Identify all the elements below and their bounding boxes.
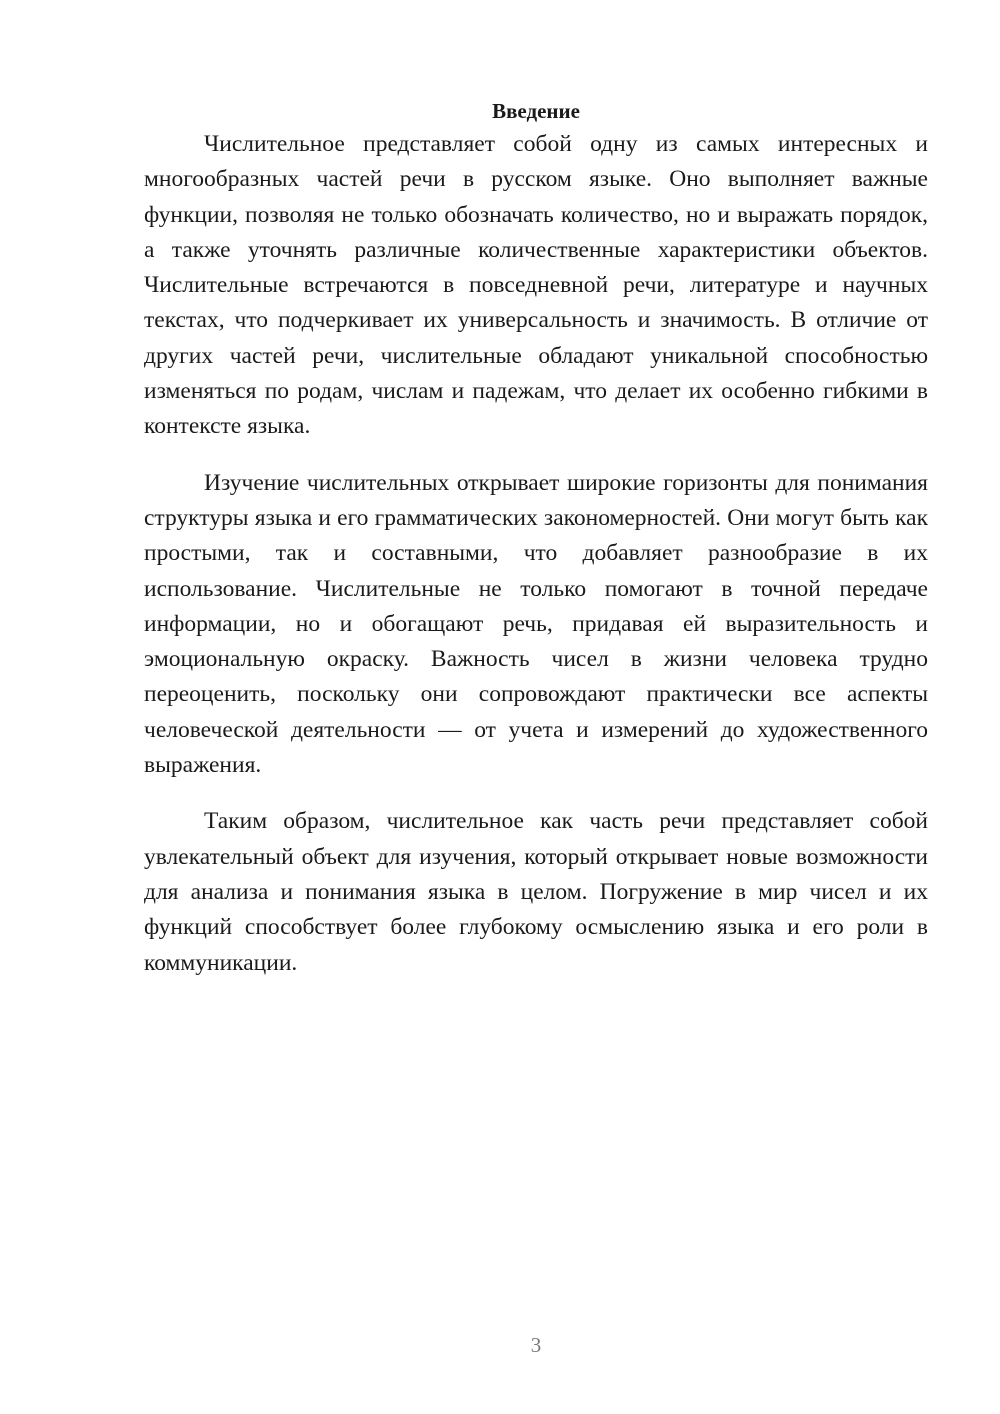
- section-heading: Введение: [492, 99, 580, 123]
- paragraph-2: Изучение числительных открывает широкие горизонты для понимания структуры языка и его грамматических закономерностей. Они могут быть как простыми, так и составными, что добавляет разнообразие в их использование. Числительные не только помогают в точной передаче информации, но и обогащают речь, придавая ей выразительность и эмоциональную окраску. Важность чисел в жизни человека трудно переоценить, поскольку они сопровождают практически все аспекты человеческой деятельности — от учета и измерений до художественного выражения.: [144, 469, 928, 779]
- paragraph-3: Таким образом, числительное как часть речи представляет собой увлекательный объект для изучения, который открывает новые возможности для анализа и понимания языка в целом. Погружение в мир чисел и их функций способствует более глубокому осмыслению языка и его роли в коммуникации.: [144, 808, 928, 976]
- paragraph-1: Числительное представляет собой одну из самых интересных и многообразных частей речи в русском языке. Оно выполняет важные функции, позволяя не только обозначать количество, но и выражать порядок, а также уточнять различные количественные характеристики объектов. Числительные встречаются в повседневной речи, литературе и научных текстах, что подчеркивает их универсальность и значимость. В отличие от других частей речи, числительные обладают уникальной способностью изменяться по родам, числам и падежам, что делает их особенно гибкими в контексте языка.: [144, 131, 928, 440]
- page-number: 3: [530, 1333, 542, 1357]
- page-body: [144, 95, 928, 981]
